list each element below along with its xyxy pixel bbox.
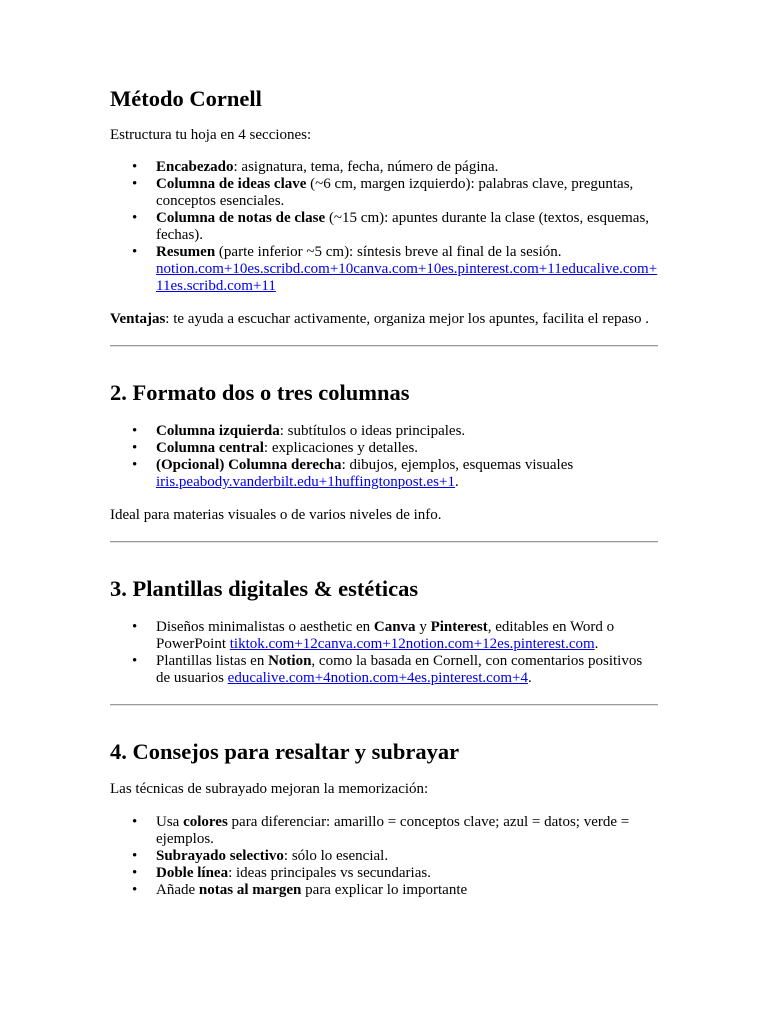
list-item: • Columna izquierda: subtítulos o ideas principales. <box>156 423 658 440</box>
list-item: • Añade notas al margen para explicar lo importante <box>156 882 658 899</box>
section-title-columns: 2. Formato dos o tres columnas <box>110 380 410 405</box>
list-item: • Doble línea: ideas principales vs secundarias. <box>156 865 658 882</box>
section-note: Ideal para materias visuales o de varios niveles de info. <box>110 507 442 523</box>
source-link[interactable]: iris.peabody.vanderbilt.edu+1huffingtonpost.es+1 <box>156 474 455 490</box>
list-item: • (Opcional) Columna derecha: dibujos, ejemplos, esquemas visuales iris.peabody.vanderbilt.edu+1huffingtonpost.es+1. <box>156 457 658 491</box>
section-title-cornell: Método Cornell <box>110 86 262 111</box>
list-item: • Diseños minimalistas o aesthetic en Canva y Pinterest, editables en Word o PowerPoint tiktok.com+12canva.com+12notion.com+12es.pinterest.com. <box>156 619 658 653</box>
highlighting-list <box>110 814 658 899</box>
list-item: • Encabezado: asignatura, tema, fecha, número de página. <box>156 159 658 176</box>
section-title-templates: 3. Plantillas digitales & estéticas <box>110 576 419 601</box>
section-intro: Estructura tu hoja en 4 secciones: <box>110 127 312 143</box>
source-link[interactable]: notion.com+10es.scribd.com+10canva.com+10es.pinterest.com+11educalive.com+11es.scribd.com+11 <box>156 261 658 294</box>
source-link[interactable]: tiktok.com+12canva.com+12notion.com+12es.pinterest.com <box>229 636 595 652</box>
columns-list <box>110 423 658 491</box>
section-divider <box>110 345 658 347</box>
advantages-paragraph: Ventajas: te ayuda a escuchar activamente, organiza mejor los apuntes, facilita el repaso . <box>110 311 649 327</box>
cornell-list <box>110 159 658 295</box>
list-item: • Usa colores para diferenciar: amarillo = conceptos clave; azul = datos; verde = ejemplos. <box>156 814 658 848</box>
list-item: • Columna de notas de clase (~15 cm): apuntes durante la clase (textos, esquemas, fechas). <box>156 210 658 244</box>
list-item: • Resumen (parte inferior ~5 cm): síntesis breve al final de la sesión. notion.com+10es.scribd.com+10canva.com+10es.pinterest.com+11educalive.com+11es.scribd.com+11 <box>156 244 658 295</box>
source-link[interactable]: educalive.com+4notion.com+4es.pinterest.com+4 <box>227 670 528 686</box>
list-item: • Plantillas listas en Notion, como la basada en Cornell, con comentarios positivos de usuarios educalive.com+4notion.com+4es.pinterest.com+4. <box>156 653 658 687</box>
section-divider <box>110 541 658 543</box>
section-title-highlighting: 4. Consejos para resaltar y subrayar <box>110 739 460 764</box>
list-item: • Subrayado selectivo: sólo lo esencial. <box>156 848 658 865</box>
section-divider <box>110 704 658 706</box>
list-item: • Columna central: explicaciones y detalles. <box>156 440 658 457</box>
section-intro: Las técnicas de subrayado mejoran la memorización: <box>110 781 429 797</box>
list-item: • Columna de ideas clave (~6 cm, margen izquierdo): palabras clave, preguntas, conceptos esenciales. <box>156 176 658 210</box>
templates-list <box>110 619 658 687</box>
